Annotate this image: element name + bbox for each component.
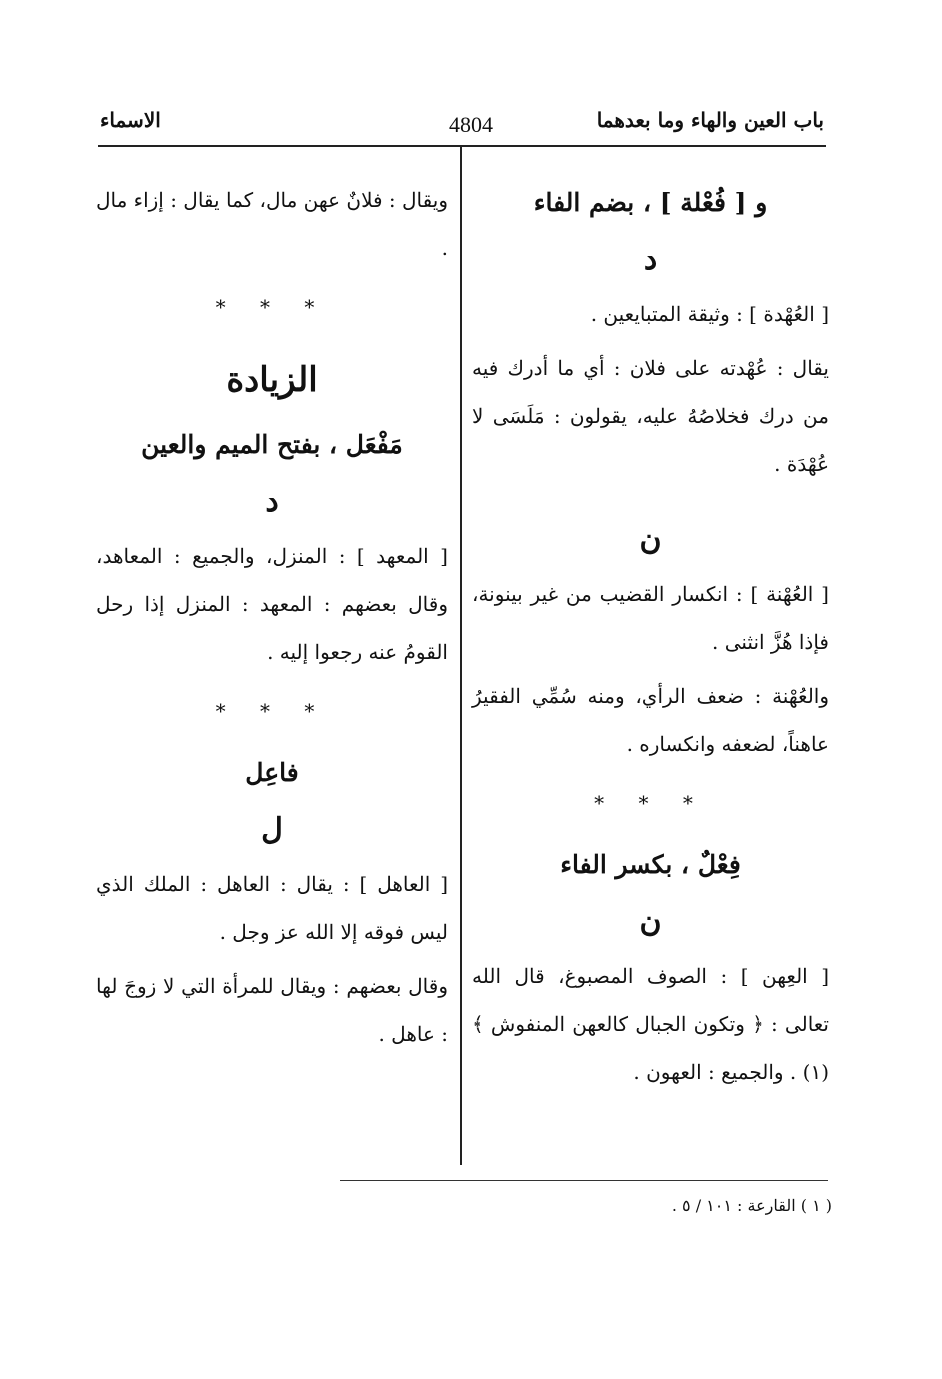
entry-ihn-mal: ويقال : فلانٌ عهن مال، كما يقال : إزاء مال . — [95, 188, 448, 260]
form-heading-fil: فِعْلٌ ، بكسر الفاء — [560, 850, 741, 879]
root-letter-nun: ن — [639, 522, 662, 557]
root-letter-dal: د — [643, 242, 658, 277]
section-title-ziyada: الزيادة — [226, 360, 318, 400]
section-separator-1: * * * — [215, 295, 329, 319]
entry-ahil-woman: وقال بعضهم : ويقال للمرأة التي لا زوجَ لها : عاهل . — [96, 974, 448, 1046]
header-rule — [98, 145, 826, 147]
running-header-section: الاسماء — [100, 108, 161, 132]
left-column — [96, 176, 448, 1058]
form-heading-fula: و [ فُعْلة ] ، بضم الفاء — [533, 188, 768, 217]
section-separator: * * * — [594, 791, 707, 815]
root-letter-nun-2: ن — [639, 904, 662, 939]
entry-uhna-weakness: والعُهْنة : ضعف الرأي، ومنه سُمِّي الفقيرُ عاهناً، لضعفه وانكساره . — [472, 684, 829, 756]
right-column — [472, 176, 829, 1096]
entry-mahad: [ المعهد ] : المنزل، والجميع : المعاهد، وقال بعضهم : المعهد : المنزل إذا رحل القومُ عنه رجعوا إليه . — [96, 544, 448, 664]
root-letter-dal-2: د — [265, 484, 279, 519]
running-header-chapter: باب العين والهاء وما بعدهما — [596, 108, 824, 132]
footnote-rule — [340, 1180, 828, 1181]
entry-ihn: [ العِهن ] : الصوف المصبوغ، قال الله تعالى : ﴿ وتكون الجبال كالعهن المنفوش ﴾ (١) . والجميع : العهون . — [472, 964, 829, 1084]
page-number: 4804 — [449, 112, 493, 137]
column-divider — [460, 147, 462, 1165]
section-separator-2: * * * — [215, 699, 329, 723]
entry-uhda-usage: يقال : عُهْدته على فلان : أي ما أدرك فيه من درك فخلاصُهُ عليه، يقولون : مَلَسَى لا عُهْدَة . — [472, 356, 829, 476]
footnote: ( ١ ) القارعة : ١٠١ / ٥ . — [671, 1196, 832, 1215]
entry-uhna: [ العُهْنة ] : انكسار القضيب من غير بينونة، فإذا هُزَّ انثنى . — [472, 582, 829, 654]
form-heading-fail: فاعِل — [245, 758, 299, 787]
entry-ahil: [ العاهل ] : يقال : العاهل : الملك الذي ليس فوقه إلا الله عز وجل . — [96, 872, 448, 944]
root-letter-lam: ل — [261, 812, 283, 847]
entry-uhda: [ العُهْدة ] : وثيقة المتبايعين . — [590, 302, 829, 326]
form-heading-mafal: مَفْعَل ، بفتح الميم والعين — [141, 430, 403, 459]
